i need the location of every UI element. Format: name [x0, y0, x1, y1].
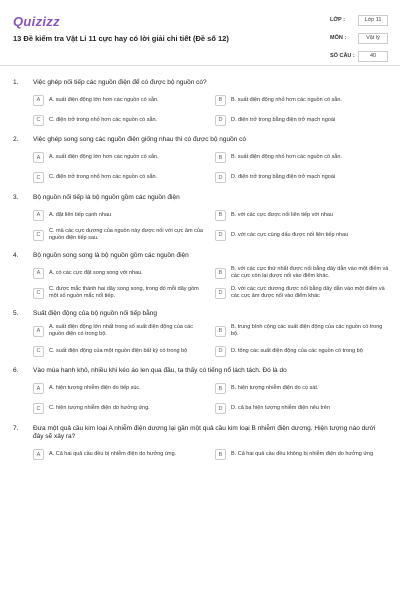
question-text: Đưa một quả cầu kim loại A nhiễm điện dương lại gần một quả cầu kim loại B nhiễm điện dương. Hiện tượng nào dưới đây sẽ xảy ra? — [33, 424, 376, 441]
option-text: A. hiện tượng nhiễm điện do tiếp xúc. — [49, 385, 141, 392]
question-block — [0, 127, 400, 184]
meta-panel — [330, 13, 388, 67]
options-grid — [13, 151, 400, 185]
meta-row-subject — [330, 31, 388, 45]
question-header — [13, 358, 400, 375]
meta-value: 40 — [358, 51, 388, 62]
question-text: Suất điện động của bộ nguồn nối tiếp bằng — [33, 309, 157, 317]
option-letter-box: C — [33, 288, 44, 299]
answer-option[interactable] — [215, 286, 395, 300]
option-letter-box: A — [33, 268, 44, 279]
option-letter-box: D — [215, 115, 226, 126]
option-letter-box: D — [215, 346, 226, 357]
answer-option[interactable] — [33, 324, 213, 338]
question-block — [0, 416, 400, 462]
meta-value: Vật lý — [358, 33, 388, 44]
question-header — [13, 301, 400, 318]
option-letter-box: B — [215, 383, 226, 394]
option-text: D. cả ba hiện tượng nhiễm điện nêu trên — [231, 405, 331, 412]
option-text: C. được mắc thành hai dãy song song, trong đó mỗi dãy gồm một số nguồn mắc nối tiếp. — [49, 286, 199, 300]
option-letter-box: B — [215, 152, 226, 163]
answer-option[interactable] — [215, 171, 395, 185]
option-text: A. có các cực đặt song song với nhau. — [49, 269, 143, 276]
option-letter-box: C — [33, 403, 44, 414]
question-header — [13, 185, 400, 202]
option-letter-box: B — [215, 268, 226, 279]
question-number: 6. — [13, 367, 19, 375]
answer-option[interactable] — [33, 402, 213, 416]
option-letter-box: C — [33, 230, 44, 241]
question-number: 2. — [13, 136, 19, 144]
answer-option[interactable] — [215, 208, 395, 222]
option-text: C. hiện tượng nhiễm điện do hưởng ứng. — [49, 405, 150, 412]
option-letter-box: C — [33, 115, 44, 126]
question-text: Vào mùa hanh khô, nhiều khi kéo áo len qua đầu, ta thấy có tiếng nổ lách tách. Đó là do — [33, 367, 287, 375]
option-letter-box: A — [33, 95, 44, 106]
option-letter-box: B — [215, 210, 226, 221]
answer-option[interactable] — [215, 228, 395, 242]
option-text: A. suất điện động lớn nhất trong số suất điện động của các nguồn điện có trong bộ. — [49, 324, 193, 338]
option-text: C. điện trở trong nhỏ hơn các nguồn có sẵn. — [49, 174, 158, 181]
option-text: D. với các cực dương được nối bằng dây dẫn vào một điểm và các cực âm được nối vào điểm khác — [231, 286, 385, 300]
option-text: C. suất điện động của một nguồn điện bất kỳ có trong bộ — [49, 347, 188, 354]
question-block — [0, 243, 400, 301]
question-block — [0, 185, 400, 243]
meta-label: SỐ CÂU : — [330, 53, 355, 59]
option-letter-box: D — [215, 230, 226, 241]
answer-option[interactable] — [215, 151, 395, 165]
question-block — [0, 70, 400, 127]
option-letter-box: B — [215, 95, 226, 106]
answer-option[interactable] — [215, 402, 395, 416]
question-header — [13, 243, 400, 260]
question-number: 4. — [13, 251, 19, 259]
question-text: Bộ nguồn song song là bộ nguồn gồm các nguồn điện — [33, 251, 189, 259]
question-block — [0, 358, 400, 415]
answer-option[interactable] — [33, 171, 213, 185]
option-letter-box: D — [215, 172, 226, 183]
option-text: A. Cả hai quả cầu đều bị nhiễm điện do hưởng ứng. — [49, 451, 177, 458]
option-text: B. Cả hai quả cầu đều không bị nhiễm điện do hưởng ứng — [231, 451, 374, 458]
option-text: B. hiện tượng nhiễm điện do cọ sát. — [231, 385, 319, 392]
option-text: D. tổng các suất điện động của các nguồn có trong bộ — [231, 347, 363, 354]
option-letter-box: A — [33, 326, 44, 337]
option-text: D. điện trở trong bằng điện trở mạch ngoài — [231, 174, 336, 181]
answer-option[interactable] — [215, 93, 395, 107]
answer-option[interactable] — [33, 382, 213, 396]
answer-option[interactable] — [33, 266, 213, 280]
meta-row-grade — [330, 13, 388, 27]
option-letter-box: C — [33, 172, 44, 183]
option-letter-box: C — [33, 346, 44, 357]
quizizz-logo: Quizizz — [13, 14, 60, 29]
document-title: 13 Đề kiểm tra Vật Lí 11 cực hay có lời giải chi tiết (Đề số 12) — [13, 34, 229, 43]
option-letter-box: D — [215, 288, 226, 299]
answer-option[interactable] — [33, 286, 213, 300]
option-text: D. điện trở trong bằng điện trở mạch ngoài — [231, 116, 336, 123]
options-grid — [13, 448, 400, 462]
options-grid — [13, 324, 400, 358]
page-header — [0, 0, 400, 66]
answer-option[interactable] — [215, 382, 395, 396]
option-text: B. với các cực thứ nhất được nối bằng dây dẫn vào một điểm và các cực còn lại được nối vào điểm khác. — [231, 266, 389, 280]
option-text: B. trung bình cộng các suất điện động của các nguồn có trong bộ. — [231, 324, 383, 338]
answer-option[interactable] — [33, 113, 213, 127]
option-letter-box: A — [33, 152, 44, 163]
option-text: A. đặt liên tiếp cạnh nhau — [49, 211, 112, 218]
question-header — [13, 70, 400, 87]
option-text: A. suất điện động lớn hơn các nguồn có sẵn. — [49, 96, 159, 103]
question-number: 7. — [13, 424, 19, 432]
answer-option[interactable] — [215, 344, 395, 358]
question-number: 5. — [13, 309, 19, 317]
meta-value: Lớp 11 — [358, 15, 388, 26]
meta-row-count — [330, 49, 388, 63]
answer-option[interactable] — [215, 266, 395, 280]
option-letter-box: D — [215, 403, 226, 414]
answer-option[interactable] — [215, 448, 395, 462]
question-header — [13, 127, 400, 144]
option-text: D. với các cực cùng dấu được nối liên tiếp nhau — [231, 231, 349, 238]
option-text: C. mà các cực dương của nguồn này được nối với cực âm của nguồn điện tiếp sau. — [49, 228, 203, 242]
answer-option[interactable] — [33, 93, 213, 107]
option-letter-box: A — [33, 210, 44, 221]
option-letter-box: B — [215, 326, 226, 337]
answer-option[interactable] — [33, 151, 213, 165]
meta-label: MÔN : — [330, 35, 347, 41]
option-text: B. suất điện động nhỏ hơn các nguồn có sẵn. — [231, 96, 342, 103]
answer-option[interactable] — [215, 113, 395, 127]
options-grid — [13, 208, 400, 242]
question-text: Bộ nguồn nối tiếp là bộ nguồn gồm các nguồn điện — [33, 193, 180, 201]
option-letter-box: B — [215, 449, 226, 460]
answer-option[interactable] — [33, 344, 213, 358]
question-text: Việc ghép song song các nguồn điện giống nhau thì có được bộ nguồn có — [33, 136, 247, 144]
question-text: Việc ghép nối tiếp các nguồn điện để có được bộ nguồn có? — [33, 79, 207, 86]
answer-option[interactable] — [33, 448, 213, 462]
options-grid — [13, 93, 400, 127]
option-text: C. điện trở trong nhỏ hơn các nguồn có sẵn. — [49, 116, 158, 123]
question-list — [0, 70, 400, 462]
option-text: B. với các cực được nối liên tiếp với nhau — [231, 211, 333, 218]
answer-option[interactable] — [215, 324, 395, 338]
option-letter-box: A — [33, 383, 44, 394]
meta-label: LỚP : — [330, 17, 345, 23]
answer-option[interactable] — [33, 208, 213, 222]
question-header — [13, 416, 400, 442]
options-grid — [13, 266, 400, 301]
question-number: 1. — [13, 79, 19, 86]
option-text: A. suất điện động lớn hơn các nguồn có sẵn. — [49, 154, 159, 161]
question-block — [0, 301, 400, 359]
option-text: B. suất điện động nhỏ hơn các nguồn có sẵn. — [231, 154, 342, 161]
answer-option[interactable] — [33, 228, 213, 242]
options-grid — [13, 382, 400, 416]
question-number: 3. — [13, 193, 19, 201]
option-letter-box: A — [33, 449, 44, 460]
